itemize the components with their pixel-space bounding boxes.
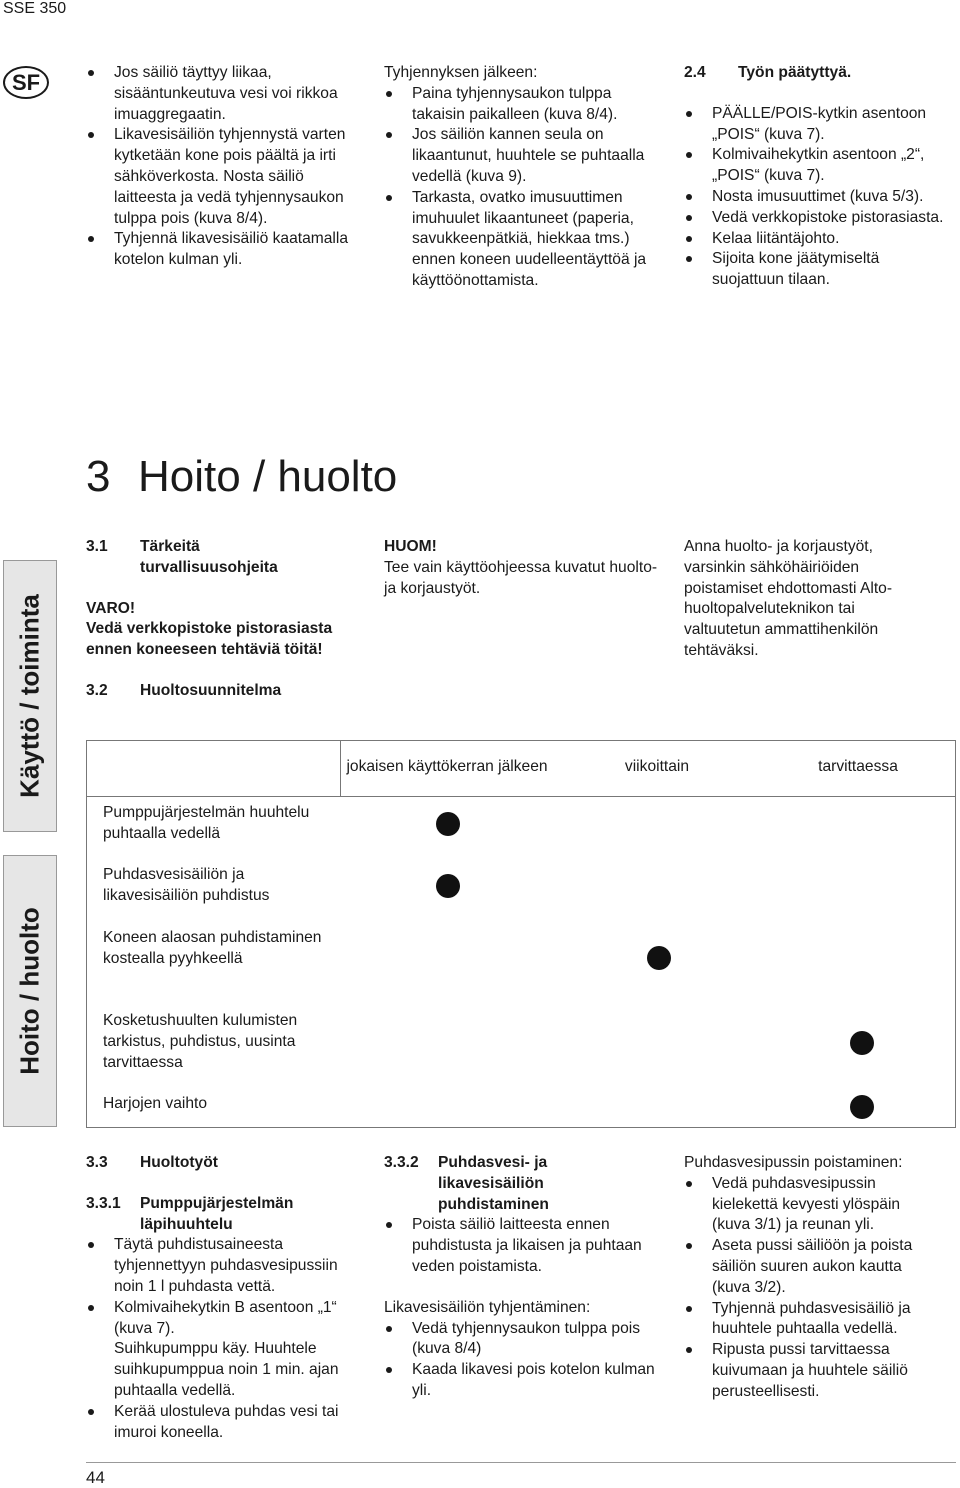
top-col2 bbox=[384, 63, 666, 292]
table-row-label: Koneen alaosan puhdistaminen kostealla pyyhkeellä bbox=[103, 929, 322, 967]
table-divider bbox=[86, 796, 956, 797]
language-badge: SF bbox=[3, 66, 49, 99]
chapter-number: 3 bbox=[86, 452, 111, 501]
header-model: SSE 350 bbox=[3, 0, 67, 17]
table-row-label: Pumppujärjestelmän huuhtelu puhtaalla vedellä bbox=[103, 804, 310, 842]
side-tab-maintenance bbox=[3, 855, 57, 1127]
section-title: Puhdasvesi- ja likavesisäiliön puhdistaminen bbox=[438, 1154, 549, 1213]
section-heading-3-1 bbox=[86, 537, 376, 579]
column-header-after-each-use: jokaisen käyttökerran jälkeen bbox=[346, 758, 548, 775]
section-number: 3.1 bbox=[86, 538, 108, 555]
list-item: Tyhjennä likavesisäiliö kaatamalla kotelon kulman yli. bbox=[86, 229, 366, 271]
service-notice: Anna huolto- ja korjaustyöt, varsinkin sähköhäiriöiden poistamiset ehdottomasti Alto-huoltopalveluteknikon tai valtuutetun ammattihenkilön tehtäväksi. bbox=[684, 538, 893, 659]
warning-title: VARO! bbox=[86, 599, 136, 617]
list-item: Kaada likavesi pois kotelon kulman yli. bbox=[384, 1360, 666, 1402]
list-item-continuation: Suihkupumppu käy. Huuhtele suihkupumppua noin 1 min. ajan puhtaalla vedellä. bbox=[114, 1340, 339, 1399]
list-item bbox=[86, 1298, 366, 1402]
section-number: 3.3.1 bbox=[86, 1194, 121, 1212]
section-number: 3.3 bbox=[86, 1154, 108, 1171]
list-item: Jos säiliön kannen seula on likaantunut, huuhtele se puhtaalla vedellä (kuva 9). bbox=[384, 125, 666, 187]
section-heading-3-2 bbox=[86, 681, 376, 702]
section-number: 2.4 bbox=[684, 64, 706, 81]
list-item: Sijoita kone jäätymiseltä suojattuun tilaan. bbox=[684, 249, 946, 291]
chapter-heading bbox=[86, 452, 397, 502]
top-col1 bbox=[86, 63, 366, 271]
table-row-label: Kosketushuulten kulumisten tarkistus, puhdistus, uusinta tarvittaessa bbox=[103, 1012, 298, 1071]
paragraph-intro: Likavesisäiliön tyhjentäminen: bbox=[384, 1298, 591, 1316]
section-heading-2-4 bbox=[684, 63, 946, 84]
list-item: Tarkasta, ovatko imusuuttimen imuhuulet likaantuneet (paperia, savukkeenpätkiä, hiekkaa tms.) ennen koneen uudelleentäyttöä ja käyttöönottamista. bbox=[384, 188, 666, 292]
section-3-3 bbox=[86, 1153, 366, 1443]
list-item: Kelaa liitäntäjohto. bbox=[684, 229, 946, 250]
section-title: Huoltosuunnitelma bbox=[140, 681, 282, 699]
paragraph-intro: Tyhjennyksen jälkeen: bbox=[384, 64, 538, 81]
section-number: 3.3.2 bbox=[384, 1154, 419, 1171]
section-heading-3-3 bbox=[86, 1153, 366, 1174]
section-3-3-2 bbox=[384, 1153, 666, 1402]
section-title: Pumppujärjestelmän läpihuuhtelu bbox=[140, 1194, 294, 1233]
interval-marker bbox=[647, 946, 671, 970]
list-item: Tyhjennä puhdasvesisäiliö ja huuhtele puhtaalla vedellä. bbox=[684, 1299, 926, 1341]
list-item: Poista säiliö laitteesta ennen puhdistusta ja likaisen ja puhtaan veden poistamista. bbox=[384, 1215, 666, 1277]
interval-marker bbox=[436, 812, 460, 836]
footer-rule bbox=[86, 1462, 956, 1463]
list-item: PÄÄLLE/POIS-kytkin asentoon „POIS“ (kuva 7). bbox=[684, 104, 946, 146]
list-item: Ripusta pussi tarvittaessa kuivumaan ja huuhtele säiliö perusteellisesti. bbox=[684, 1340, 926, 1402]
column-header-as-needed: tarvittaessa bbox=[818, 758, 898, 775]
list-item: Paina tyhjennysaukon tulppa takaisin paikalleen (kuva 8/4). bbox=[384, 84, 666, 126]
section-3-1 bbox=[86, 537, 376, 702]
table-row-label: Harjojen vaihto bbox=[103, 1095, 208, 1112]
section-title: Työn päätyttyä. bbox=[738, 64, 852, 81]
list-item: Vedä puhdasvesipussin kielekettä kevyesti ylöspäin (kuva 3/1) ja reunan yli. bbox=[684, 1174, 926, 1236]
side-tab-label: Käyttö / toiminta bbox=[14, 594, 45, 798]
list-item: Nosta imusuuttimet (kuva 5/3). bbox=[684, 187, 946, 208]
note-text: Tee vain käyttöohjeessa kuvatut huolto- ja korjaustyöt. bbox=[384, 558, 658, 597]
list-item: Aseta pussi säiliöön ja poista säiliön suuren aukon kautta (kuva 3/2). bbox=[684, 1236, 926, 1298]
list-item: Täytä puhdistusaineesta tyhjennettyyn puhdasvesipussiin noin 1 l puhdasta vettä. bbox=[86, 1235, 366, 1297]
section-title: Huoltotyöt bbox=[140, 1154, 218, 1171]
list-item-text: Kolmivaihekytkin B asentoon „1“ (kuva 7). bbox=[114, 1298, 337, 1337]
interval-marker bbox=[436, 874, 460, 898]
table-row-label: Puhdasvesisäiliön ja likavesisäiliön puhdistus bbox=[103, 866, 270, 904]
list-item: Vedä verkkopistoke pistorasiasta. bbox=[684, 208, 946, 229]
section-number: 3.2 bbox=[86, 681, 108, 699]
section-title: Tärkeitä turvallisuusohjeita bbox=[140, 538, 278, 576]
list-item: Likavesisäiliön tyhjennystä varten kytketään kone pois päältä ja irti sähköverkosta. Nosta säiliö laitteesta ja vedä tyhjennysaukon tulppa pois (kuva 8/4). bbox=[86, 125, 366, 229]
section-heading-3-3-1 bbox=[86, 1194, 366, 1236]
interval-marker bbox=[850, 1031, 874, 1055]
list-item: Kerää ulostuleva puhdas vesi tai imuroi koneella. bbox=[86, 1402, 366, 1444]
interval-marker bbox=[850, 1095, 874, 1119]
list-item: Jos säiliö täyttyy liikaa, sisääntunkeutuva vesi voi rikkoa imuaggregaatin. bbox=[86, 63, 366, 125]
list-item: Kolmivaihekytkin asentoon „2“, „POIS“ (kuva 7). bbox=[684, 145, 946, 187]
note-title: HUOM! bbox=[384, 538, 437, 555]
top-col3 bbox=[684, 63, 946, 291]
side-tab-label: Hoito / huolto bbox=[14, 907, 45, 1075]
paragraph-intro: Puhdasvesipussin poistaminen: bbox=[684, 1154, 903, 1171]
side-tab-usage bbox=[3, 560, 57, 832]
page-number: 44 bbox=[86, 1468, 105, 1487]
column-header-weekly: viikoittain bbox=[624, 758, 690, 775]
note-block bbox=[384, 537, 666, 599]
list-item: Vedä tyhjennysaukon tulppa pois (kuva 8/4) bbox=[384, 1319, 666, 1361]
warning-text: Vedä verkkopistoke pistorasiasta ennen koneeseen tehtäviä töitä! bbox=[86, 620, 333, 659]
section-heading-3-3-2 bbox=[384, 1153, 666, 1215]
bag-removal-block bbox=[684, 1153, 926, 1403]
chapter-title: Hoito / huolto bbox=[138, 452, 398, 501]
